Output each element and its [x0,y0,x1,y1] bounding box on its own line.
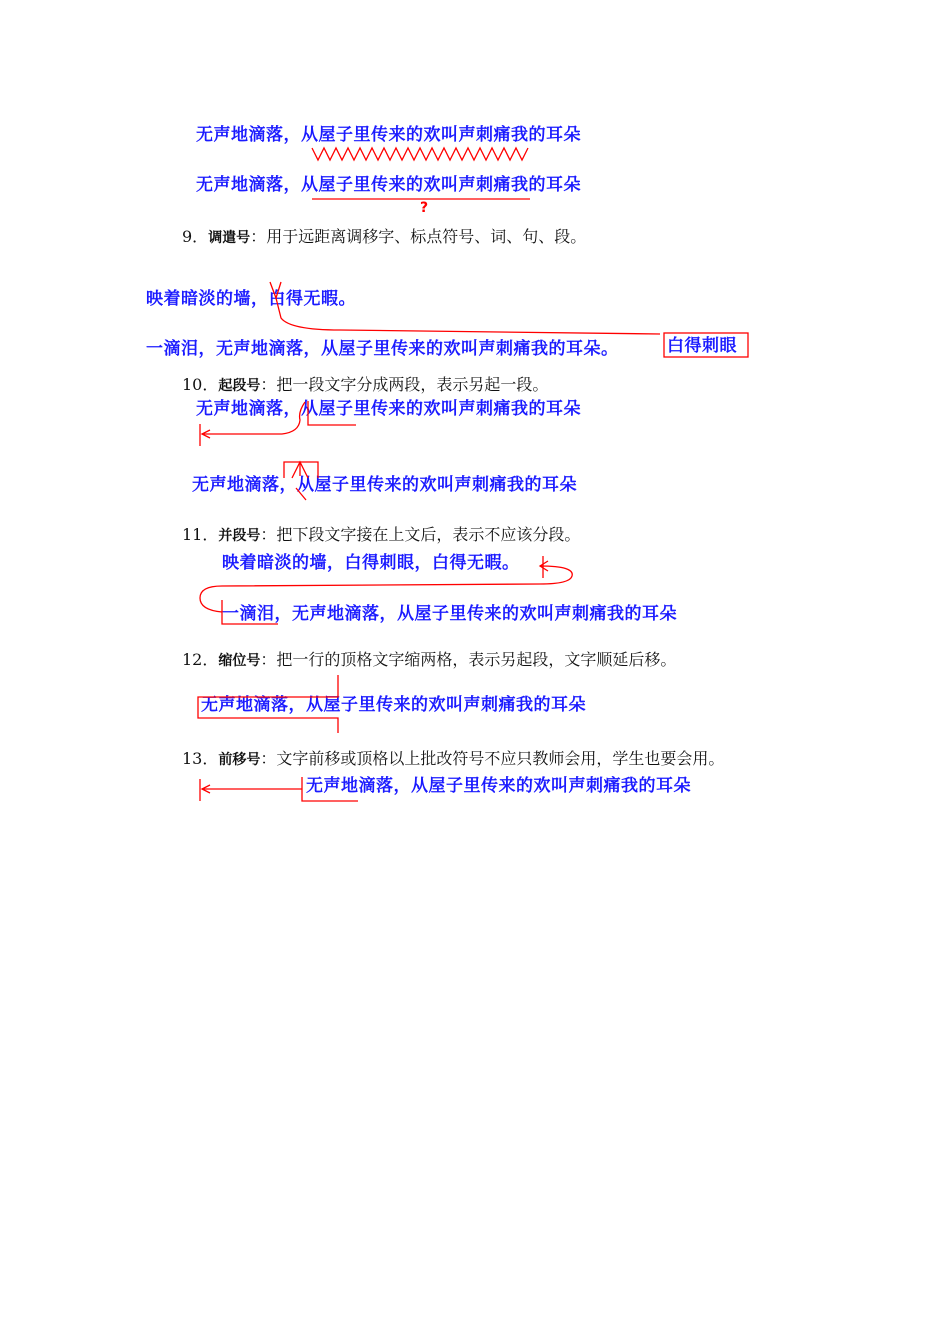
item-10 [182,375,548,396]
item-number: 10． [182,375,219,394]
item-number: 12． [182,650,219,669]
split-arrow-mark [202,430,210,438]
query-mark: ? [420,200,429,216]
wavy-underline-mark [312,148,528,160]
example-sentence-query: 无声地滴落，从屋子里传来的欢叫声刺痛我的耳朵 [196,175,581,195]
item-term: 并段号 [218,528,261,544]
item-number: 11． [182,525,219,544]
example-swap-line2: 一滴泪，无声地滴落，从屋子里传来的欢叫声刺痛我的耳朵。 [146,339,619,359]
merge-arrow-mark [540,561,548,571]
example-front-shift-sentence: 无声地滴落，从屋子里传来的欢叫声刺痛我的耳朵 [306,776,691,796]
item-desc: ：把下段文字接在上文后，表示不应该分段。 [260,525,581,544]
example-sentence-wavy: 无声地滴落，从屋子里传来的欢叫声刺痛我的耳朵 [196,125,581,145]
item-term: 调遣号 [208,230,251,246]
item-number: 13． [182,749,219,768]
item-term: 起段号 [218,378,261,394]
item-11 [182,525,580,546]
item-13 [182,749,724,770]
example-merge-line2: 一滴泪，无声地滴落，从屋子里传来的欢叫声刺痛我的耳朵 [222,604,677,624]
example-split-sentence-2: 无声地滴落，从屋子里传来的欢叫声刺痛我的耳朵 [192,475,577,495]
item-number: 9． [182,227,209,246]
example-swap-box: 白得刺眼 [667,336,737,356]
item-term: 前移号 [218,752,261,768]
item-9 [182,227,586,248]
front-shift-arrow [202,785,210,793]
item-desc: ：用于远距离调移字、标点符号、词、句、段。 [250,227,587,246]
item-desc: ：文字前移或顶格以上批改符号不应只教师会用，学生也要会用。 [260,749,725,768]
item-desc: ：把一行的顶格文字缩两格，表示另起段，文字顺延后移。 [260,650,677,669]
example-indent-sentence: 无声地滴落，从屋子里传来的欢叫声刺痛我的耳朵 [201,695,586,715]
example-swap-line1: 映着暗淡的墙，白得无暇。 [146,289,356,309]
item-desc: ：把一段文字分成两段，表示另起一段。 [260,375,549,394]
item-term: 缩位号 [218,653,261,669]
item-12 [182,650,676,671]
example-split-sentence: 无声地滴落，从屋子里传来的欢叫声刺痛我的耳朵 [196,399,581,419]
example-merge-line1: 映着暗淡的墙，白得刺眼，白得无暇。 [222,553,520,573]
